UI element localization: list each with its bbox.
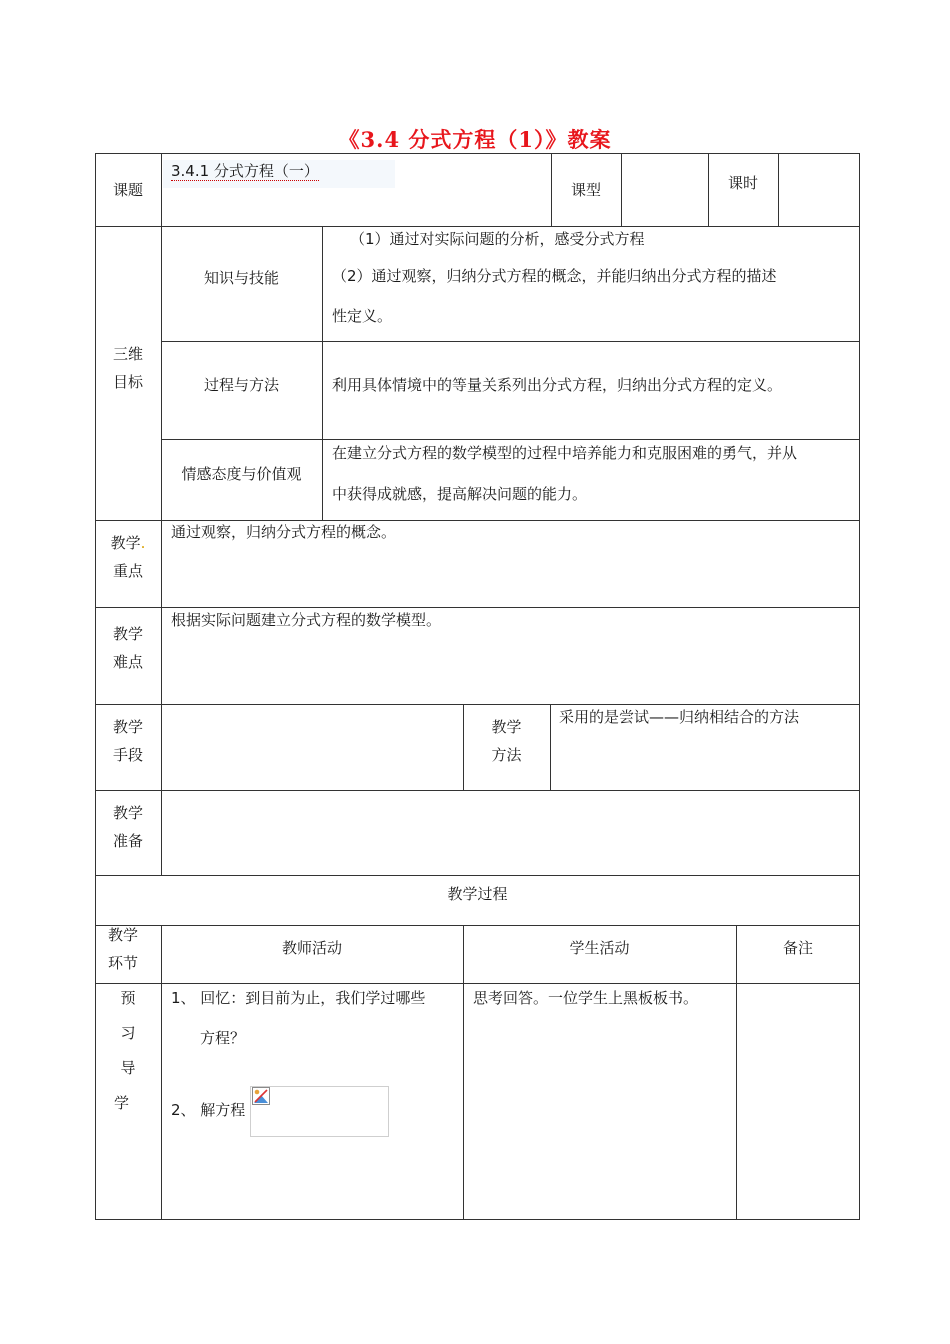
difficult-point-text: 根据实际问题建立分式方程的数学模型。 — [171, 611, 442, 629]
method-label-line1: 教学 — [491, 718, 522, 736]
objectives-label-line1: 三维 — [112, 345, 143, 363]
key-point-text: 通过观察，归纳分式方程的概念。 — [171, 523, 397, 541]
process-text: 利用具体情境中的等量关系列出分式方程，归纳出分式方程的定义。 — [332, 376, 783, 394]
broken-image-icon — [252, 1087, 270, 1105]
means-label-line2: 手段 — [112, 746, 143, 764]
knowledge-label: 知识与技能 — [203, 269, 279, 287]
preview-stage-char: 预 — [120, 989, 136, 1007]
teacher-item1-line1: 1、 回忆：到目前为止，我们学过哪些 — [171, 989, 426, 1007]
preview-stage-char: 学 — [114, 1094, 130, 1112]
attitude-line1: 在建立分式方程的数学模型的过程中培养能力和克服困难的勇气，并从 — [332, 444, 798, 462]
stage-label-line1: 教学 — [107, 926, 138, 944]
preparation-label-line1: 教学 — [112, 804, 143, 822]
equation-image-placeholder — [250, 1086, 389, 1137]
key-point-label-line2: 重点 — [112, 562, 143, 580]
type-label: 课型 — [570, 181, 601, 199]
edit-mark-icon: . — [140, 534, 146, 552]
teacher-item2: 2、 解方程 — [171, 1101, 246, 1119]
attitude-label: 情感态度与价值观 — [181, 465, 302, 483]
teacher-activity-header: 教师活动 — [281, 939, 342, 957]
key-point-label-line1 — [95, 529, 161, 557]
knowledge-line2: （2）通过观察，归纳分式方程的概念，并能归纳出分式方程的描述 — [332, 267, 777, 285]
attitude-line2: 中获得成就感，提高解决问题的能力。 — [332, 485, 588, 503]
student-activity-text: 思考回答。一位学生上黑板板书。 — [473, 989, 699, 1007]
teacher-item1-line2: 方程？ — [200, 1029, 246, 1047]
preparation-label-line2: 准备 — [112, 832, 143, 850]
process-header: 教学过程 — [447, 885, 508, 903]
hours-label: 课时 — [727, 174, 758, 192]
stage-label-line2: 环节 — [107, 954, 138, 972]
document-title: 《3.4 分式方程（1）》教案 — [338, 127, 612, 152]
preview-stage-char: 习 — [120, 1024, 136, 1042]
difficult-point-label-line2: 难点 — [112, 653, 143, 671]
knowledge-line3: 性定义。 — [332, 307, 393, 325]
objectives-label-line2: 目标 — [112, 373, 143, 391]
key-point-label-text: 教学 — [110, 534, 141, 552]
process-label: 过程与方法 — [203, 376, 279, 394]
topic-label: 课题 — [112, 181, 143, 199]
preview-stage-char: 导 — [120, 1059, 136, 1077]
topic-value-text: 3.4.1 分式方程（一） — [171, 162, 319, 180]
topic-value — [171, 160, 319, 181]
method-value: 采用的是尝试——归纳相结合的方法 — [559, 708, 800, 726]
difficult-point-label-line1: 教学 — [112, 625, 143, 643]
knowledge-line1: （1）通过对实际问题的分析，感受分式方程 — [350, 230, 645, 248]
notes-header: 备注 — [782, 939, 813, 957]
means-label-line1: 教学 — [112, 718, 143, 736]
method-label-line2: 方法 — [491, 746, 522, 764]
student-activity-header: 学生活动 — [569, 939, 630, 957]
